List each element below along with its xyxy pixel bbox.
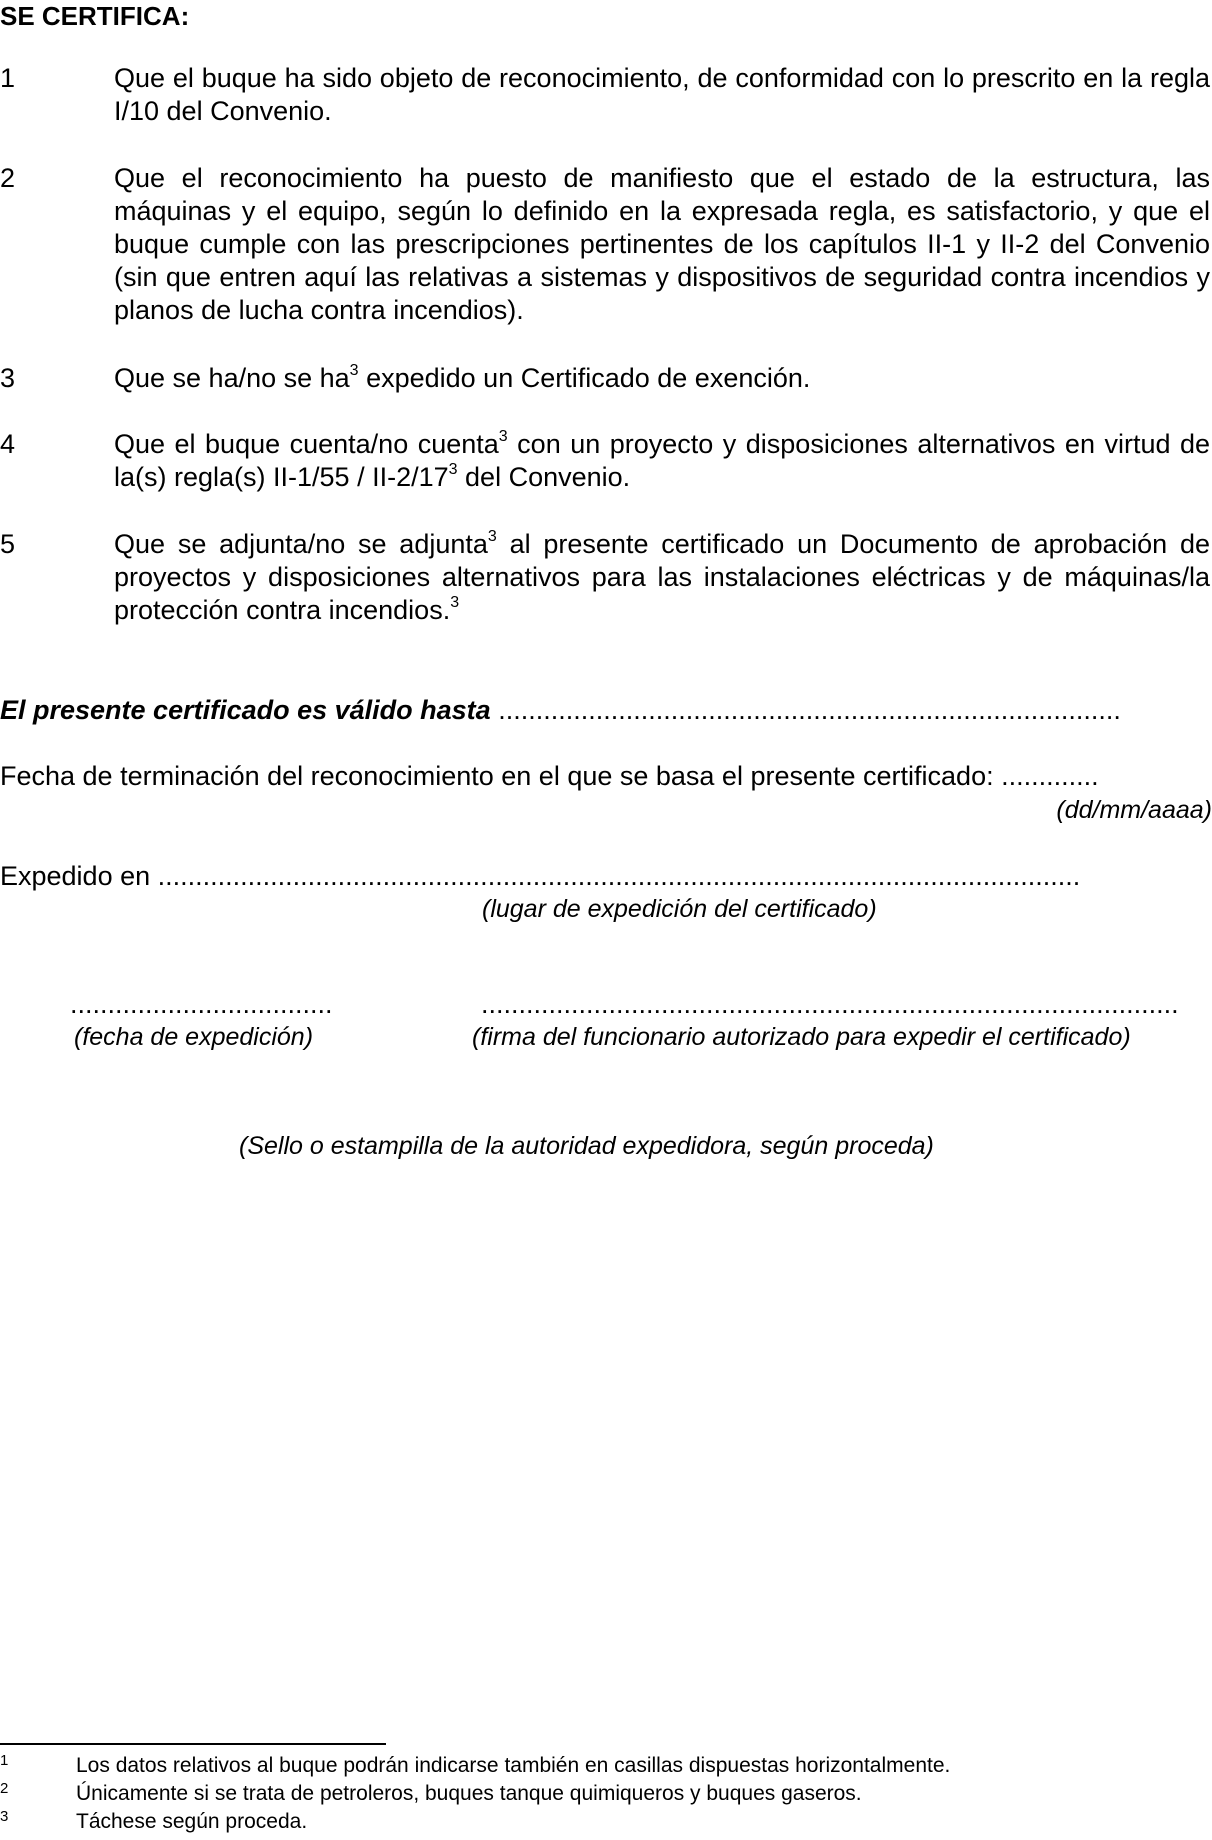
footnote-number: 1 xyxy=(0,1752,9,1769)
footnote-text: Los datos relativos al buque podrán indicarse también en casillas dispuestas horizontalmente. xyxy=(76,1754,951,1777)
footnote-ref: 3 xyxy=(349,362,359,379)
item-text xyxy=(114,62,1210,128)
seal-caption: (Sello o estampilla de la autoridad expedidora, según proceda) xyxy=(239,1132,934,1160)
footnote-ref: 3 xyxy=(448,461,458,478)
issue-place-caption: (lugar de expedición del certificado) xyxy=(482,895,877,923)
date-format-caption: (dd/mm/aaaa) xyxy=(1056,796,1212,824)
issue-date-field: ................................... xyxy=(70,989,333,1019)
validity-label: El presente certificado es válido hasta xyxy=(0,695,491,725)
item-text-part: Que el reconocimiento ha puesto de manifiesto que el estado de la estructura, las máquinas y el equipo, según lo definido en la expresada regla, es satisfactorio, y que el buque cumple con las prescripciones pertinentes de los capítulos II-1 y II-2 del Convenio (sin que entren aquí las relativas a sistemas y dispositivos de seguridad contra incendios y planos de lucha contra incendios). xyxy=(114,163,1210,325)
footnote-ref: 3 xyxy=(498,428,508,445)
item-text xyxy=(114,362,1210,395)
item-text-part: Que se adjunta/no se adjunta xyxy=(114,529,488,559)
item-number: 3 xyxy=(0,363,16,393)
item-number: 2 xyxy=(0,163,16,193)
item-number: 4 xyxy=(0,429,16,459)
item-text-part: Que el buque ha sido objeto de reconocimiento, de conformidad con lo prescrito en la regla I/10 del Convenio. xyxy=(114,63,1210,126)
item-number: 1 xyxy=(0,63,16,93)
item-text-part: al presente certificado un Documento de aprobación de proyectos y disposiciones alternativos para las instalaciones eléctricas y de máquinas/la protección contra incendios. xyxy=(114,529,1210,625)
item-text xyxy=(114,428,1210,494)
signature-field: ............................................................................................. xyxy=(481,989,1179,1019)
footnote-number: 2 xyxy=(0,1780,9,1797)
footnote-number: 3 xyxy=(0,1808,9,1825)
item-text-part: del Convenio. xyxy=(457,462,631,492)
issued-at-line: Expedido en ........................................................................................................................... xyxy=(0,861,1081,891)
item-text xyxy=(114,162,1210,327)
signature-caption: (firma del funcionario autorizado para expedir el certificado) xyxy=(472,1023,1131,1051)
footnote-ref: 3 xyxy=(450,594,460,611)
footnote-ref: 3 xyxy=(487,528,497,545)
issue-date-caption: (fecha de expedición) xyxy=(74,1023,314,1051)
footnote-separator xyxy=(0,1743,386,1745)
item-text xyxy=(114,528,1210,627)
validity-line xyxy=(0,694,1121,727)
item-text-part: con un proyecto y disposiciones alternativos en virtud de la(s) regla(s) II-1/55 / II-2/17 xyxy=(114,429,1210,492)
footnote-text: Táchese según proceda. xyxy=(76,1810,308,1833)
item-text-part: Que el buque cuenta/no cuenta xyxy=(114,429,499,459)
certification-heading: SE CERTIFICA: xyxy=(0,1,190,31)
item-text-part: expedido un Certificado de exención. xyxy=(358,363,811,393)
validity-date-field: ................................................................................... xyxy=(490,695,1121,725)
completion-date-line: Fecha de terminación del reconocimiento en el que se basa el presente certificado: ............. xyxy=(0,761,1099,791)
footnote-text: Únicamente si se trata de petroleros, buques tanque quimiqueros y buques gaseros. xyxy=(76,1782,862,1805)
item-number: 5 xyxy=(0,529,16,559)
item-text-part: Que se ha/no se ha xyxy=(114,363,350,393)
